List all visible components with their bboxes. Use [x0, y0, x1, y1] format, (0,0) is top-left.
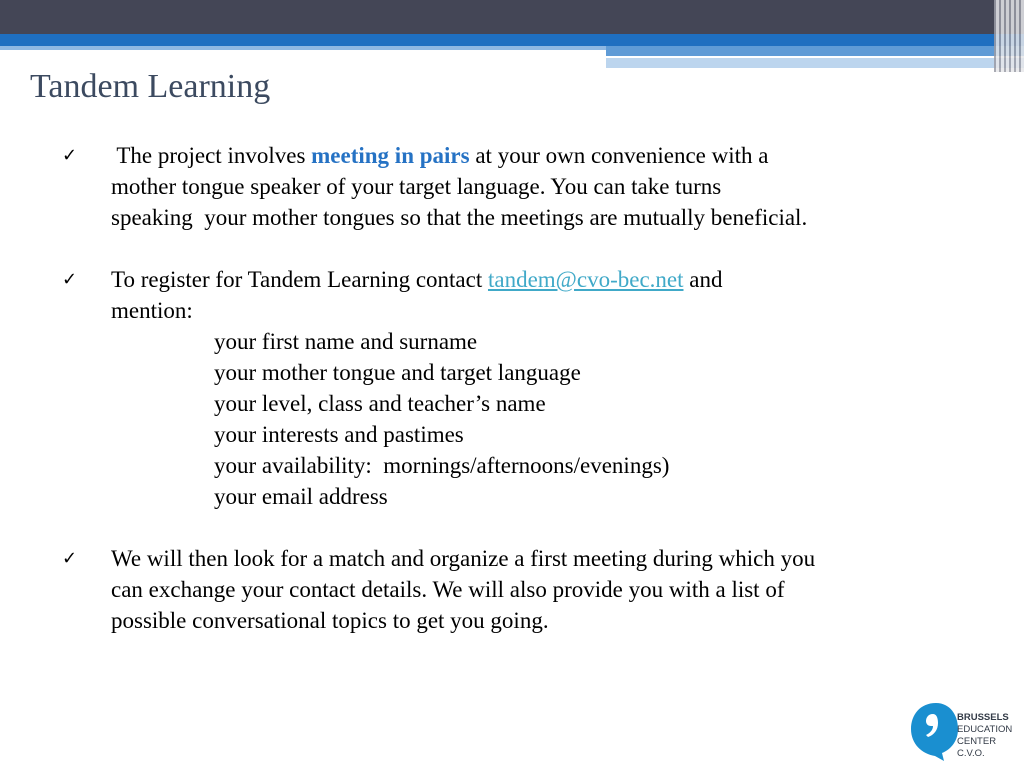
- checkmark-icon: ✓: [62, 548, 78, 569]
- header-band-mid: [606, 46, 1024, 56]
- list-item: your interests and pastimes: [214, 422, 464, 447]
- bullet-register-line-2: mention:: [111, 298, 193, 323]
- bullet-register-text: To register for Tandem Learning contact: [111, 267, 488, 292]
- logo-line-brussels: BRUSSELS: [957, 712, 1009, 723]
- bullet-project-line-2: mother tongue speaker of your target language. You can take turns: [111, 174, 722, 199]
- bullet-register: [62, 264, 982, 512]
- header-stripes: [994, 0, 1024, 72]
- list-item: your availability: mornings/afternoons/evenings): [214, 453, 670, 478]
- list-item: your first name and surname: [214, 329, 478, 354]
- header-band-light: [0, 46, 606, 50]
- logo-line-education: EDUCATION: [957, 724, 1013, 735]
- bullet-register-line-1: [111, 264, 982, 295]
- bullet-project-text-after: at your own convenience with a: [469, 143, 769, 168]
- registration-details-list: [111, 326, 982, 512]
- logo-mark-icon: [908, 700, 964, 762]
- header-band-blue: [0, 34, 1024, 46]
- list-item: your email address: [214, 484, 388, 509]
- bullet-project-line-3: speaking your mother tongues so that the meetings are mutually beneficial.: [111, 205, 808, 230]
- checkmark-icon: ✓: [62, 269, 78, 290]
- slide-title: Tandem Learning: [30, 68, 271, 105]
- logo-line-cvo: C.V.O.: [957, 748, 985, 759]
- slide-content: [62, 140, 982, 667]
- checkmark-icon: ✓: [62, 145, 78, 166]
- bullet-matching: [62, 543, 982, 636]
- brussels-education-center-logo: [908, 700, 1020, 764]
- logo-text: [957, 712, 1012, 760]
- list-item: your level, class and teacher’s name: [214, 391, 546, 416]
- logo-line-center: CENTER: [957, 736, 997, 747]
- bullet-matching-line-3: possible conversational topics to get you going.: [111, 608, 549, 633]
- bullet-project-line-1: [111, 140, 982, 171]
- header-band-dark: [0, 0, 1024, 34]
- list-item: your mother tongue and target language: [214, 360, 581, 385]
- bullet-matching-line-2: can exchange your contact details. We will also provide you with a list of: [111, 577, 785, 602]
- bullet-matching-line-1: We will then look for a match and organize a first meeting during which you: [111, 546, 816, 571]
- highlight-meeting-in-pairs: meeting in pairs: [311, 143, 470, 168]
- email-link[interactable]: tandem@cvo-bec.net: [487, 267, 684, 292]
- bullet-project: [62, 140, 982, 233]
- header-band-pale: [606, 58, 1024, 68]
- bullet-register-text-after: and: [683, 267, 723, 292]
- bullet-project-text: The project involves: [111, 143, 312, 168]
